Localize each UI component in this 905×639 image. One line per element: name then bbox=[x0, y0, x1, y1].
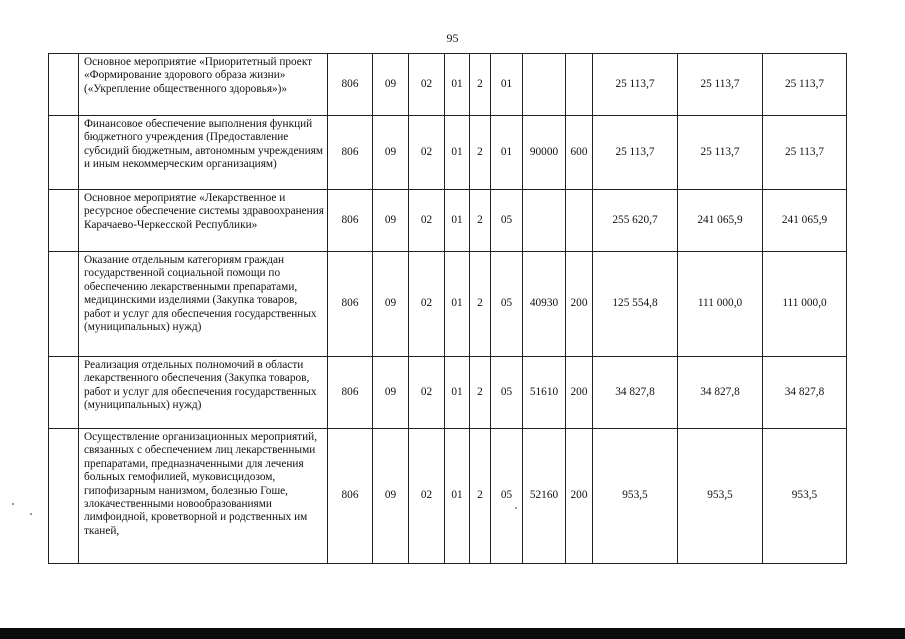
table-row bbox=[49, 357, 847, 429]
table-row bbox=[49, 429, 847, 564]
cell-section: 09 bbox=[373, 357, 409, 429]
cell-program: 01 bbox=[445, 190, 470, 252]
cell-subsection: 02 bbox=[409, 54, 445, 116]
cell-blank bbox=[49, 54, 79, 116]
cell-amount-1: 255 620,7 bbox=[593, 190, 678, 252]
cell-direction: 52160 bbox=[523, 429, 566, 564]
cell-blank bbox=[49, 190, 79, 252]
cell-subprogram: 2 bbox=[470, 116, 491, 190]
cell-name bbox=[79, 357, 328, 429]
cell-direction: 51610 bbox=[523, 357, 566, 429]
scan-speck bbox=[12, 503, 14, 505]
cell-direction bbox=[523, 190, 566, 252]
cell-subprogram: 2 bbox=[470, 54, 491, 116]
cell-event: 05 bbox=[491, 357, 523, 429]
cell-direction: 40930 bbox=[523, 252, 566, 357]
cell-subprogram: 2 bbox=[470, 357, 491, 429]
cell-event: 01 bbox=[491, 54, 523, 116]
cell-program: 01 bbox=[445, 357, 470, 429]
table-row bbox=[49, 54, 847, 116]
row-name: Реализация отдельных полномочий в области лекарственного обеспечения (Закупка товаров, работ и услуг для обеспечения государственных (муниципальных) нужд) bbox=[84, 359, 317, 412]
cell-section: 09 bbox=[373, 252, 409, 357]
cell-program: 01 bbox=[445, 116, 470, 190]
cell-amount-1: 125 554,8 bbox=[593, 252, 678, 357]
cell-event: 05 bbox=[491, 190, 523, 252]
cell-name bbox=[79, 252, 328, 357]
scan-bottom-edge bbox=[0, 628, 905, 639]
cell-ministry: 806 bbox=[328, 54, 373, 116]
cell-name bbox=[79, 54, 328, 116]
cell-ministry: 806 bbox=[328, 190, 373, 252]
cell-subprogram: 2 bbox=[470, 429, 491, 564]
cell-program: 01 bbox=[445, 429, 470, 564]
cell-amount-2: 953,5 bbox=[678, 429, 763, 564]
cell-subprogram: 2 bbox=[470, 190, 491, 252]
cell-amount-2: 241 065,9 bbox=[678, 190, 763, 252]
cell-name bbox=[79, 190, 328, 252]
table-row bbox=[49, 116, 847, 190]
cell-event: 01 bbox=[491, 116, 523, 190]
cell-direction: 90000 bbox=[523, 116, 566, 190]
cell-ministry: 806 bbox=[328, 252, 373, 357]
cell-subsection: 02 bbox=[409, 252, 445, 357]
cell-expense-type: 200 bbox=[566, 429, 593, 564]
cell-amount-2: 25 113,7 bbox=[678, 54, 763, 116]
cell-program: 01 bbox=[445, 252, 470, 357]
cell-amount-2: 25 113,7 bbox=[678, 116, 763, 190]
cell-amount-3: 34 827,8 bbox=[763, 357, 847, 429]
cell-ministry: 806 bbox=[328, 429, 373, 564]
cell-subsection: 02 bbox=[409, 357, 445, 429]
scan-speck bbox=[515, 507, 517, 509]
cell-section: 09 bbox=[373, 429, 409, 564]
cell-section: 09 bbox=[373, 116, 409, 190]
cell-expense-type: 600 bbox=[566, 116, 593, 190]
cell-ministry: 806 bbox=[328, 357, 373, 429]
budget-table bbox=[48, 53, 847, 564]
cell-name bbox=[79, 116, 328, 190]
cell-amount-3: 111 000,0 bbox=[763, 252, 847, 357]
table-row bbox=[49, 252, 847, 357]
cell-amount-1: 953,5 bbox=[593, 429, 678, 564]
cell-amount-3: 25 113,7 bbox=[763, 54, 847, 116]
cell-amount-3: 25 113,7 bbox=[763, 116, 847, 190]
cell-amount-3: 241 065,9 bbox=[763, 190, 847, 252]
cell-subprogram: 2 bbox=[470, 252, 491, 357]
cell-blank bbox=[49, 252, 79, 357]
cell-expense-type: 200 bbox=[566, 252, 593, 357]
page-number: 95 bbox=[446, 31, 459, 45]
cell-blank bbox=[49, 429, 79, 564]
cell-event: 05 bbox=[491, 252, 523, 357]
cell-amount-2: 34 827,8 bbox=[678, 357, 763, 429]
cell-section: 09 bbox=[373, 190, 409, 252]
cell-section: 09 bbox=[373, 54, 409, 116]
cell-subsection: 02 bbox=[409, 190, 445, 252]
cell-amount-1: 25 113,7 bbox=[593, 116, 678, 190]
row-name: Финансовое обеспечение выполнения функций бюджетного учреждения (Предоставление субсидий бюджетным, автономным учреждениям и иным некоммерческим организациям) bbox=[84, 118, 323, 171]
cell-name bbox=[79, 429, 328, 564]
cell-ministry: 806 bbox=[328, 116, 373, 190]
cell-expense-type: 200 bbox=[566, 357, 593, 429]
row-name: Оказание отдельным категориям граждан государственной социальной помощи по обеспечению лекарственными препаратами, медицинскими изделиями (Закупка товаров, работ и услуг для обеспечения государственных (муниципальных) нужд) bbox=[84, 254, 317, 334]
cell-subsection: 02 bbox=[409, 116, 445, 190]
cell-direction bbox=[523, 54, 566, 116]
cell-amount-1: 34 827,8 bbox=[593, 357, 678, 429]
cell-blank bbox=[49, 357, 79, 429]
table-row bbox=[49, 190, 847, 252]
cell-expense-type bbox=[566, 190, 593, 252]
cell-blank bbox=[49, 116, 79, 190]
cell-amount-1: 25 113,7 bbox=[593, 54, 678, 116]
row-name: Осуществление организационных мероприятий, связанных с обеспечением лиц лекарственными препаратами, предназначенными для лечения больных гемофилией, муковисцидозом, гипофизарным нанизмом, болезнью Гоше, злокачественными новообразованиями лимфоидной, кроветворной и родственных им тканей, bbox=[84, 431, 318, 537]
cell-subsection: 02 bbox=[409, 429, 445, 564]
cell-event: 05 bbox=[491, 429, 523, 564]
cell-amount-3: 953,5 bbox=[763, 429, 847, 564]
cell-amount-2: 111 000,0 bbox=[678, 252, 763, 357]
cell-program: 01 bbox=[445, 54, 470, 116]
scan-speck bbox=[30, 513, 32, 515]
table-body bbox=[49, 54, 847, 564]
row-name: Основное мероприятие «Лекарственное и ресурсное обеспечение системы здравоохранения Карачаево-Черкесской Республики» bbox=[84, 192, 324, 231]
cell-expense-type bbox=[566, 54, 593, 116]
row-name: Основное мероприятие «Приоритетный проект «Формирование здорового образа жизни» («Укрепление общественного здоровья»)» bbox=[84, 56, 313, 95]
